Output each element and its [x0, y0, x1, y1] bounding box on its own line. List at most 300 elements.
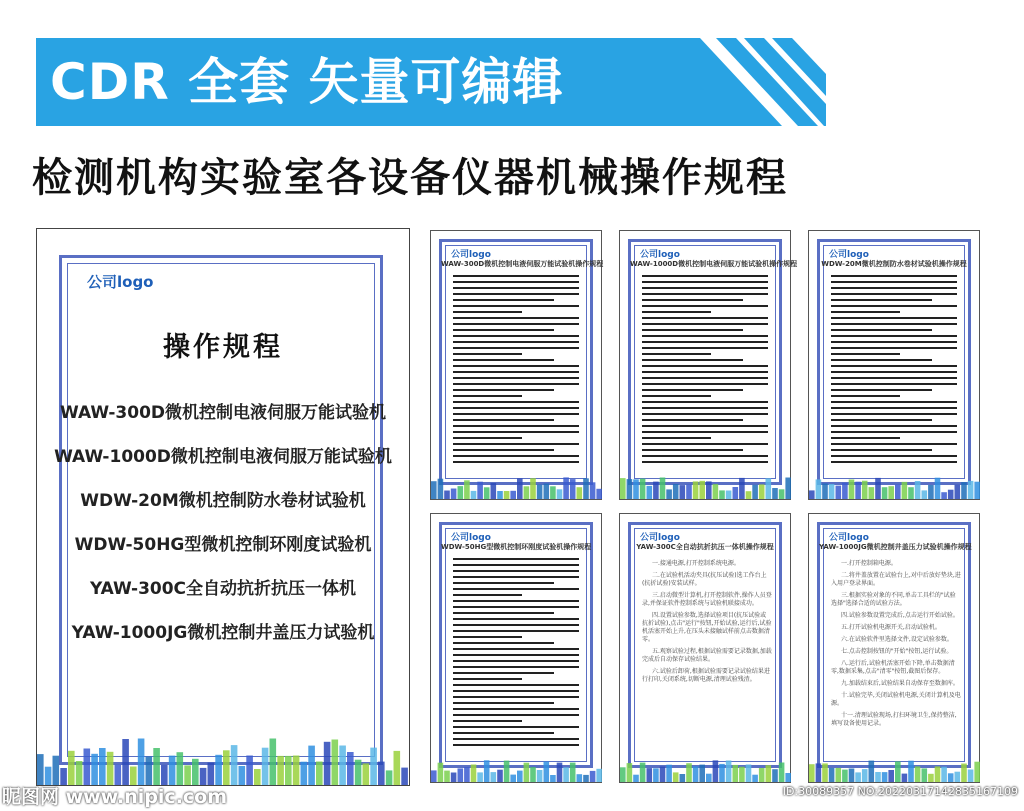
building-shape	[510, 775, 516, 782]
equipment-item: WAW-300D微机控制电液伺服万能试验机	[59, 403, 387, 423]
text-line	[453, 389, 554, 391]
text-line	[642, 407, 768, 409]
company-logo-text: 公司logo	[829, 533, 869, 543]
building-shape	[686, 485, 692, 500]
text-line	[453, 317, 579, 319]
building-shape	[862, 769, 868, 782]
building-shape	[438, 763, 444, 782]
building-shape	[653, 768, 659, 782]
building-shape	[347, 752, 354, 785]
building-shape	[706, 481, 712, 499]
building-shape	[829, 768, 835, 782]
building-shape	[68, 751, 75, 785]
text-line	[831, 281, 957, 283]
text-line	[831, 371, 957, 373]
text-line	[642, 347, 768, 349]
building-shape	[693, 481, 699, 499]
text-line	[453, 431, 579, 433]
city-skyline-graphic	[37, 735, 409, 785]
text-line	[453, 437, 522, 439]
building-shape	[37, 754, 44, 785]
building-shape	[915, 766, 921, 782]
text-line	[453, 618, 579, 620]
building-shape	[537, 485, 543, 499]
text-line	[453, 648, 579, 650]
building-shape	[246, 756, 253, 786]
text-line	[642, 443, 768, 445]
text-line	[453, 558, 579, 560]
building-shape	[530, 478, 536, 499]
text-line	[453, 732, 554, 734]
building-shape	[673, 772, 679, 782]
text-line	[453, 311, 522, 313]
building-shape	[974, 762, 980, 782]
building-shape	[862, 481, 868, 499]
building-shape	[491, 483, 497, 499]
equipment-list	[37, 391, 409, 655]
building-shape	[752, 775, 758, 782]
building-shape	[583, 478, 589, 499]
text-line	[831, 329, 932, 331]
text-line	[642, 371, 768, 373]
text-line	[831, 395, 900, 397]
text-line	[831, 449, 932, 451]
building-shape	[627, 763, 633, 782]
text-line	[453, 624, 579, 626]
building-shape	[308, 746, 315, 785]
city-skyline-graphic	[620, 758, 792, 782]
text-line	[453, 708, 579, 710]
procedure-card	[430, 513, 602, 783]
text-line	[453, 287, 579, 289]
building-shape	[332, 740, 339, 786]
text-line	[642, 449, 743, 451]
text-line	[642, 377, 768, 379]
procedure-step: 三.启动微型计算机,打开控制软件,操作人员登录,并保证软件控制系统与试验机联接成功。	[642, 592, 772, 607]
building-shape	[822, 763, 828, 782]
text-line	[453, 425, 579, 427]
procedure-step: 十.试验完毕,关闭试验机电源,关闭计算机及电源。	[831, 692, 961, 707]
city-skyline-graphic	[431, 758, 603, 782]
text-line	[642, 413, 768, 415]
text-lines-placeholder	[831, 275, 957, 467]
building-shape	[855, 482, 861, 499]
procedure-step: 五.观察试验过程,根据试验需要记录数据,加载完成后自动保存试验结果。	[642, 648, 772, 663]
building-shape	[510, 491, 516, 499]
building-shape	[746, 765, 752, 783]
building-shape	[922, 490, 928, 499]
building-shape	[169, 756, 176, 785]
watermark-site: 昵图网 www.nipic.com	[2, 786, 228, 808]
building-shape	[497, 770, 503, 782]
text-line	[831, 353, 900, 355]
text-line	[453, 636, 522, 638]
text-line	[453, 461, 579, 463]
building-shape	[869, 487, 875, 499]
building-shape	[895, 485, 901, 500]
building-shape	[596, 769, 602, 782]
procedure-card	[619, 513, 791, 783]
text-line	[642, 437, 711, 439]
text-line	[453, 684, 579, 686]
building-shape	[875, 772, 881, 782]
text-line	[453, 588, 579, 590]
text-line	[642, 305, 768, 307]
text-line	[453, 690, 579, 692]
building-shape	[842, 483, 848, 499]
card-title: WAW-1000D微机控制电液伺服万能试验机操作规程	[630, 260, 798, 268]
building-shape	[673, 484, 679, 499]
text-line	[453, 600, 579, 602]
building-shape	[293, 756, 300, 786]
banner-text: CDR 全套 矢量可编辑	[50, 53, 564, 111]
procedure-step: 二.将井盖放置在试验台上,对中后放好垫块,进入用户登录界面。	[831, 572, 961, 587]
building-shape	[239, 766, 246, 785]
equipment-item: WAW-1000D微机控制电液伺服万能试验机	[54, 447, 392, 467]
building-shape	[438, 479, 444, 499]
text-line	[453, 570, 579, 572]
text-line	[642, 419, 743, 421]
building-shape	[785, 478, 791, 500]
text-line	[642, 293, 768, 295]
procedure-card	[430, 230, 602, 500]
text-line	[642, 365, 768, 367]
text-line	[453, 654, 579, 656]
building-shape	[401, 768, 408, 785]
building-shape	[99, 748, 106, 785]
text-line	[453, 564, 579, 566]
building-shape	[809, 490, 815, 499]
text-line	[453, 455, 579, 457]
building-shape	[922, 768, 928, 782]
building-shape	[231, 745, 238, 785]
text-line	[831, 443, 957, 445]
building-shape	[458, 768, 464, 782]
text-line	[453, 347, 579, 349]
building-shape	[785, 773, 791, 782]
text-line	[453, 702, 554, 704]
procedure-step: 五.打开试验机电源开关,启动试验机。	[841, 624, 941, 631]
building-shape	[355, 760, 362, 785]
page-title: 检测机构实验室各设备仪器机械操作规程	[32, 155, 788, 201]
building-shape	[301, 762, 308, 785]
text-line	[453, 666, 579, 668]
text-line	[831, 311, 900, 313]
text-line	[453, 359, 554, 361]
building-shape	[766, 478, 772, 499]
building-shape	[590, 482, 596, 499]
text-line	[453, 714, 579, 716]
procedure-card	[808, 230, 980, 500]
building-shape	[339, 746, 346, 786]
text-line	[453, 642, 554, 644]
company-logo-text: 公司logo	[87, 273, 154, 291]
text-line	[831, 347, 957, 349]
building-shape	[285, 756, 292, 785]
building-shape	[706, 774, 712, 782]
city-skyline-graphic	[620, 475, 792, 499]
building-shape	[444, 491, 450, 500]
text-line	[453, 678, 522, 680]
text-line	[831, 431, 957, 433]
building-shape	[324, 742, 331, 785]
procedure-step: 七.点击控制按钮的"开始"按钮,运行试验。	[841, 648, 953, 655]
building-shape	[91, 754, 98, 785]
procedure-step: 一.打开控制箱电源。	[841, 560, 897, 567]
text-line	[453, 323, 579, 325]
building-shape	[620, 767, 626, 782]
building-shape	[464, 480, 470, 499]
text-line	[642, 359, 743, 361]
company-logo-text: 公司logo	[451, 250, 491, 260]
building-shape	[842, 770, 848, 782]
building-shape	[759, 484, 765, 499]
building-shape	[955, 772, 961, 782]
text-line	[642, 395, 711, 397]
building-shape	[557, 763, 563, 782]
building-shape	[759, 768, 765, 782]
building-shape	[254, 769, 261, 785]
card-title: YAW-300C全自动抗折抗压一体机操作规程	[636, 543, 774, 551]
text-line	[453, 275, 579, 277]
building-shape	[550, 486, 556, 499]
text-line	[453, 293, 579, 295]
building-shape	[458, 486, 464, 499]
procedure-step: 六.在试验软件里选择文件,设定试验参数。	[841, 636, 953, 643]
building-shape	[122, 739, 129, 785]
building-shape	[153, 748, 160, 785]
text-line	[453, 612, 554, 614]
building-shape	[766, 765, 772, 782]
building-shape	[577, 487, 583, 499]
building-shape	[633, 775, 639, 782]
text-line	[831, 275, 957, 277]
building-shape	[363, 763, 370, 785]
building-shape	[386, 770, 393, 785]
building-shape	[915, 481, 921, 499]
building-shape	[772, 769, 778, 782]
text-line	[453, 365, 579, 367]
text-line	[453, 419, 554, 421]
text-line	[831, 287, 957, 289]
building-shape	[596, 489, 602, 499]
building-shape	[699, 481, 705, 499]
building-shape	[557, 489, 563, 499]
building-shape	[477, 482, 483, 499]
card-title: WDW-50HG型微机控制环刚度试验机操作规程	[441, 543, 592, 551]
building-shape	[444, 771, 450, 782]
cover-card	[36, 228, 410, 786]
building-shape	[477, 772, 483, 782]
procedure-step: 四.试验参数设置完成后,点击运行开始试验。	[841, 612, 959, 619]
building-shape	[640, 763, 646, 782]
text-line	[453, 395, 522, 397]
building-shape	[647, 768, 653, 782]
text-line	[642, 389, 743, 391]
text-line	[453, 413, 579, 415]
card-title: YAW-1000JG微机控制井盖压力试验机操作规程	[819, 543, 972, 551]
procedure-step: 八.运行后,试验机活塞开始下降,单击数据清零,数据采集,点击"清零"按钮,截图后保存。	[831, 660, 955, 675]
building-shape	[660, 767, 666, 783]
procedure-step: 三.根据实验对象的不同,单击工具栏的"试验选择"选择合适的试验方法。	[831, 592, 956, 607]
text-line	[831, 341, 957, 343]
building-shape	[464, 767, 470, 782]
text-line	[453, 744, 579, 746]
building-shape	[779, 489, 785, 499]
procedure-step: 六.试验后卸荷,根据试验需要记录试验结果进行打印,关闭系统,切断电源,清理试验残渣。	[642, 668, 770, 683]
building-shape	[504, 761, 510, 782]
text-line	[642, 317, 768, 319]
building-shape	[941, 492, 947, 499]
company-logo-text: 公司logo	[451, 533, 491, 543]
building-shape	[713, 484, 719, 499]
text-line	[831, 407, 957, 409]
text-line	[831, 317, 957, 319]
building-shape	[693, 766, 699, 782]
building-shape	[816, 479, 822, 499]
building-shape	[223, 750, 230, 785]
text-line	[642, 341, 768, 343]
text-line	[642, 383, 768, 385]
text-line	[642, 353, 711, 355]
building-shape	[530, 767, 536, 782]
building-shape	[948, 490, 954, 499]
text-line	[453, 720, 522, 722]
text-line	[831, 335, 957, 337]
text-line	[642, 311, 711, 313]
building-shape	[875, 478, 881, 499]
building-shape	[431, 770, 437, 782]
building-shape	[739, 478, 745, 499]
card-title: WDW-20M微机控制防水卷材试验机操作规程	[821, 260, 967, 268]
building-shape	[620, 478, 626, 499]
building-shape	[563, 477, 569, 499]
text-line	[453, 582, 554, 584]
building-shape	[378, 762, 385, 785]
building-shape	[524, 763, 530, 782]
building-shape	[107, 752, 114, 785]
text-line	[831, 413, 957, 415]
building-shape	[277, 756, 284, 785]
text-line	[642, 323, 768, 325]
building-shape	[451, 489, 457, 500]
building-shape	[524, 486, 530, 499]
text-line	[642, 431, 768, 433]
text-line	[453, 371, 579, 373]
building-shape	[908, 761, 914, 782]
text-line	[831, 299, 932, 301]
company-logo-text: 公司logo	[829, 250, 869, 260]
building-shape	[739, 767, 745, 782]
building-shape	[726, 491, 732, 500]
building-shape	[935, 478, 941, 499]
building-shape	[822, 483, 828, 499]
building-shape	[746, 491, 752, 499]
building-shape	[660, 478, 666, 500]
building-shape	[941, 767, 947, 782]
text-line	[453, 672, 554, 674]
equipment-item: YAW-300C全自动抗折抗压一体机	[89, 579, 357, 599]
text-line	[453, 594, 522, 596]
text-line	[831, 293, 957, 295]
building-shape	[779, 763, 785, 783]
building-shape	[849, 480, 855, 500]
building-shape	[935, 766, 941, 782]
procedure-text	[642, 560, 772, 688]
cover-heading: 操作规程	[163, 332, 283, 363]
building-shape	[138, 739, 145, 786]
text-line	[453, 383, 579, 385]
building-shape	[491, 772, 497, 782]
text-line	[831, 401, 957, 403]
building-shape	[855, 772, 861, 782]
building-shape	[53, 756, 60, 785]
text-line	[831, 305, 957, 307]
text-line	[831, 455, 957, 457]
text-line	[831, 389, 932, 391]
building-shape	[537, 770, 543, 782]
building-shape	[699, 765, 705, 782]
text-line	[831, 383, 957, 385]
text-line	[642, 287, 768, 289]
procedure-step: 十一.清理试验现场,打扫环境卫生,保持整洁,填写设备使用记录。	[831, 712, 957, 727]
building-shape	[902, 482, 908, 499]
text-line	[453, 407, 579, 409]
building-shape	[570, 763, 576, 782]
building-shape	[849, 769, 855, 783]
text-line	[453, 299, 554, 301]
text-line	[642, 329, 743, 331]
company-logo-text: 公司logo	[640, 250, 680, 260]
procedure-text	[831, 560, 961, 732]
text-lines-placeholder	[642, 275, 768, 467]
building-shape	[772, 488, 778, 499]
building-shape	[829, 484, 835, 499]
building-shape	[471, 491, 477, 499]
building-shape	[394, 751, 401, 785]
procedure-step: 一.接通电源,打开控制系统电源。	[652, 560, 740, 567]
building-shape	[640, 479, 646, 499]
text-line	[453, 726, 579, 728]
building-shape	[888, 486, 894, 499]
text-line	[453, 305, 579, 307]
procedure-step: 二.在试验机活动夹具(抗压试验)选工作台上(抗折试验)安装试样。	[642, 572, 767, 587]
text-line	[831, 461, 957, 463]
text-line	[453, 576, 579, 578]
building-shape	[961, 482, 967, 499]
text-line	[453, 696, 579, 698]
building-shape	[627, 479, 633, 499]
building-shape	[752, 485, 758, 499]
building-shape	[653, 482, 659, 499]
building-shape	[550, 775, 556, 782]
text-lines-placeholder	[453, 275, 579, 467]
building-shape	[484, 487, 490, 499]
building-shape	[497, 491, 503, 499]
building-shape	[908, 487, 914, 499]
building-shape	[484, 760, 490, 782]
building-shape	[948, 773, 954, 782]
text-line	[453, 341, 579, 343]
text-line	[453, 449, 554, 451]
text-line	[453, 630, 579, 632]
building-shape	[262, 748, 269, 785]
watermark-id: ID:30089357 NO:20220317142835167109	[782, 785, 1018, 798]
building-shape	[955, 485, 961, 499]
text-line	[453, 335, 579, 337]
building-shape	[686, 763, 692, 782]
procedure-card	[619, 230, 798, 500]
